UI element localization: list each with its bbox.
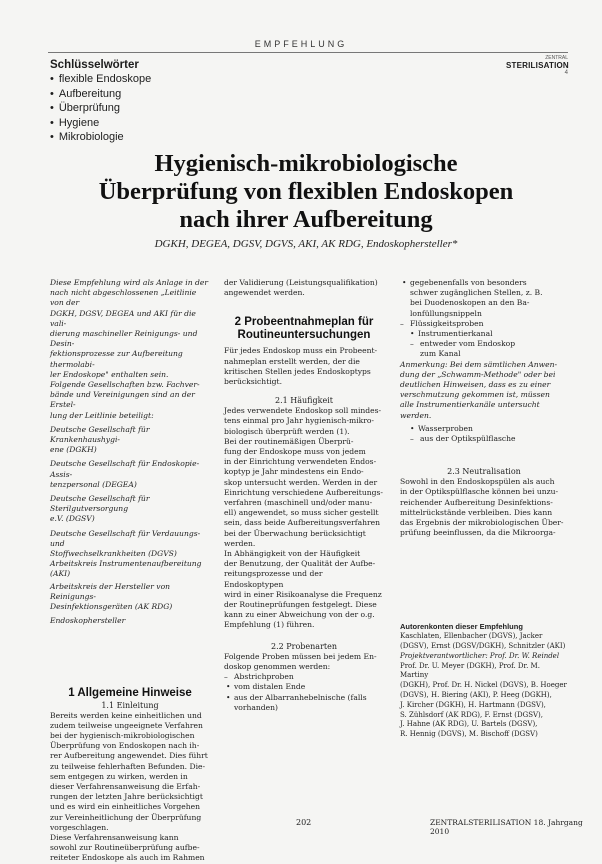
text-line: Bereits werden keine einheitlichen und	[50, 710, 202, 720]
text-line: S. Zühlsdorf (AK RDG), F. Ernst (DGSV),	[400, 710, 544, 719]
text-line: dung der „Schwamm-Methode" oder bei	[400, 369, 556, 379]
header-divider	[48, 52, 568, 53]
text-line: ell) angewendet, so muss sicher gestellt	[224, 508, 379, 518]
text-line: Anmerkung: Bei dem sämtlichen Anwen-	[400, 359, 558, 369]
title-line: nach ihrer Aufbereitung	[179, 206, 433, 233]
journal-footer: ZENTRALSTERILISATION 18. Jahrgang 2010	[430, 818, 583, 836]
keyword-item: • Mikrobiologie	[50, 130, 270, 145]
text-line: In Abhängigkeit von der Häufigkeit	[224, 549, 361, 559]
dash-list-item: – Flüssigkeitsproben	[400, 319, 568, 329]
authors-heading: Autorenkonten dieser Empfehlung	[400, 622, 523, 632]
text-line: Arbeitskreis der Hersteller von Reinigungs-	[50, 581, 171, 601]
text-line: rer Aufbereitung angewendet. Dies führt	[50, 751, 208, 761]
text-line: bei der hygienisch-mikrobiologischen	[50, 730, 195, 740]
text-line: vorgeschlagen.	[50, 822, 109, 832]
keywords-box	[50, 59, 270, 145]
text-line: zu teilweise fehlerhaften Befunden. Die-	[50, 761, 206, 771]
column-left	[50, 278, 210, 864]
text-line: ene (DGKH)	[50, 445, 97, 455]
page-number: 202	[296, 818, 312, 827]
text-line: DGKH, DGSV, DEGEA und AKI für die vali-	[50, 308, 196, 328]
text-line: Stoffwechselkrankheiten (DGVS)	[50, 549, 177, 559]
text-line: vorhanden)	[234, 702, 279, 712]
text-line: zur Vereinheitlichung der Überprüfung	[50, 812, 202, 822]
body-paragraph	[50, 711, 210, 864]
text-line: Deutsche Gesellschaft für Sterilgutversorgung	[50, 494, 150, 514]
keywords-list	[50, 72, 270, 145]
text-line: Arbeitskreis Instrumentenaufbereitung (AKI)	[50, 559, 202, 579]
text-line: R. Hennig (DGVS), M. Bischoff (DGSV)	[400, 730, 538, 739]
text-line: Projektverantwortlicher: Prof. Dr. W. Reindel	[400, 651, 560, 660]
text-line: koptyp je Jahr mindestens ein Endo-	[224, 467, 364, 477]
text-line: tenzpersonal (DEGEA)	[50, 479, 137, 489]
text-line: fektionsprozesse zur Aufbereitung thermolabi-	[50, 349, 183, 369]
text-line: der Benutzung, der Qualität der Aufbe-	[224, 559, 376, 569]
subsection-heading: 2.3 Neutralisation	[447, 467, 521, 477]
text-line: (DGKH), Prof. Dr. H. Nickel (DGVS), B. Hoeger	[400, 681, 567, 690]
text-line: in der Optikspülflasche können bei unzu-	[400, 487, 559, 497]
keyword-item: • Aufbereitung	[50, 87, 270, 102]
text-line: werden.	[224, 538, 256, 548]
text-line: bände und Vereinigungen sind an der Erstel-	[50, 390, 195, 410]
dash-list-item: – Abstrichproben	[224, 672, 384, 682]
keyword-item: • Überprüfung	[50, 101, 270, 116]
text-line: ler Endoskope" enthalten sein.	[50, 369, 169, 379]
text-line: skop untersucht werden. Werden in der	[224, 477, 378, 487]
column-middle	[224, 278, 384, 713]
journal-logo	[506, 55, 568, 76]
text-line: der Routineprüfungen festgelegt. Diese	[224, 600, 377, 610]
section-heading: 1 Allgemeine Hinweise	[68, 686, 192, 699]
text-line: Jedes verwendete Endoskop soll mindes-	[224, 406, 382, 416]
text-line: J. Kircher (DGKH), H. Hartmann (DGSV),	[400, 700, 546, 709]
text-line: alle Instrumentierkanäle untersucht	[400, 400, 540, 410]
text-line: Desinfektionsgeräten (AK RDG)	[50, 602, 173, 612]
logo-issue-number: 4	[564, 70, 568, 76]
text-line: Bei der routinemäßigen Überprü-	[224, 436, 354, 446]
text-line: schwer zugänglichen Stellen, z. B.	[410, 288, 543, 298]
text-line: wird in einer Risikoanalyse die Frequenz	[224, 589, 382, 599]
text-line: Endoskophersteller	[50, 616, 126, 626]
text-line: Deutsche Gesellschaft für Verdauungs- und	[50, 528, 201, 548]
text-line: bei Duodenoskopen an den Ba-	[410, 298, 530, 308]
text-line: sem entgegen zu wirken, werden in	[50, 771, 188, 781]
bullet-list-item: • Wasserproben	[400, 424, 568, 434]
text-line: Empfehlung (1) führen.	[224, 620, 315, 630]
subsection-heading: 2.1 Häufigkeit	[275, 396, 333, 406]
bullet-list-item: • gegebenenfalls von besonders	[400, 278, 568, 288]
dash-list-item: – aus der Optikspülflasche	[400, 434, 568, 444]
text-line: reiteter Endoskope als auch im Rahmen	[50, 853, 205, 863]
dash-list-item: – entweder vom Endoskop	[400, 339, 568, 349]
note-paragraph	[400, 360, 568, 421]
text-line: das Ergebnis der mikrobiologischen Über-	[400, 518, 564, 528]
text-line: Einrichtung verschiedene Aufbereitungs-	[224, 487, 383, 497]
text-line: lonfüllungsnippeln	[410, 308, 482, 318]
text-line: berücksichtigt.	[224, 377, 283, 387]
text-line: kann zu einer Abweichung von der o.g.	[224, 610, 375, 620]
text-line: sein, dass beide Aufbereitungsverfahren	[224, 518, 381, 528]
text-line: angewendet werden.	[224, 288, 305, 298]
text-line: mittelrückstände verbleiben. Dies kann	[400, 507, 553, 517]
title-line: Hygienisch-mikrobiologische	[154, 150, 458, 177]
text-line: verschmutzung gekommen ist, müssen	[400, 390, 550, 400]
keywords-title: Schlüsselwörter	[50, 59, 139, 71]
logo-main-text: STERILISATION	[506, 61, 569, 70]
text-line: Folgende Gesellschaften bzw. Fachver-	[50, 380, 200, 390]
text-line: sowohl zur Routineüberprüfung aufbe-	[50, 843, 200, 853]
text-line: e.V. (DGSV)	[50, 514, 95, 524]
text-line: Überprüfung von Endoskopen nach ih-	[50, 741, 200, 751]
text-line: prüfung beeinflussen, da die Mikroorga-	[400, 528, 556, 538]
text-line: fung der Endoskope muss von jedem	[224, 447, 366, 457]
text-line: reichender Aufbereitung Desinfektions-	[400, 497, 553, 507]
text-line: zum Kanal	[420, 349, 461, 359]
text-line: kritischen Stellen jedes Endoskoptyps	[224, 366, 371, 376]
text-line: Sowohl in den Endoskopspülen als auch	[400, 477, 555, 487]
text-line: Diese Empfehlung wird als Anlage in der	[50, 278, 209, 287]
article-title	[40, 150, 572, 234]
bullet-list-item: • aus der Albarranhebelnische (falls	[224, 693, 384, 703]
bullet-list-item: • Instrumentierkanal	[400, 329, 568, 339]
text-line: Für jedes Endoskop muss ein Probeent-	[224, 346, 378, 356]
text-line: bei der Überwachung berücksichtigt	[224, 528, 366, 538]
text-line: deutlichen Hinweisen, dass es zu einer	[400, 380, 551, 390]
text-line: der Validierung (Leistungsqualifikation)	[224, 278, 378, 287]
text-line: Prof. Dr. U. Meyer (DGKH), Prof. Dr. M. Martiny	[400, 661, 540, 680]
text-line: Diese Verfahrensanweisung kann	[50, 832, 179, 842]
keyword-item: • Hygiene	[50, 116, 270, 131]
subsection-heading: 1.1 Einleitung	[101, 700, 159, 710]
text-line: dierung maschineller Reinigungs- und Desin-	[50, 329, 198, 349]
intro-paragraph	[50, 278, 210, 627]
column-right	[400, 278, 568, 740]
text-line: J. Hahne (AK RDG), U. Bartels (DGSV),	[400, 720, 538, 729]
section-heading: Routineuntersuchungen	[237, 329, 371, 342]
text-line: werden.	[400, 410, 432, 420]
section-label: EMPFEHLUNG	[254, 39, 348, 49]
section-heading: 2 Probeentnahmeplan für	[234, 316, 374, 329]
text-line: in der Einrichtung verwendeten Endos-	[224, 457, 377, 467]
text-line: tens einmal pro Jahr hygienisch-mikro-	[224, 416, 375, 426]
text-line: nach nicht abgeschlossenen „Leitlinie von der	[50, 288, 197, 308]
text-line: dieser Verfahrensanweisung die Erfah-	[50, 781, 201, 791]
text-line: rungen der letzten Jahre berücksichtigt	[50, 792, 203, 802]
authors-box	[400, 622, 568, 740]
title-line: Überprüfung von flexiblen Endoskopen	[98, 178, 514, 205]
text-line: (DGVS), H. Biering (AKI), P. Heeg (DGKH),	[400, 691, 552, 700]
text-line: verfahren (maschinell und/oder manu-	[224, 498, 373, 508]
bullet-list-item: • vom distalen Ende	[224, 682, 384, 692]
text-line: und es wird ein einheitliches Vorgehen	[50, 802, 201, 812]
logo-small-text: ZENTRAL	[545, 55, 568, 61]
text-line: lung der Leitlinie beteiligt:	[50, 410, 154, 420]
text-line: Kaschlaten, Ellenbacher (DGVS), Jacker	[400, 632, 543, 641]
text-line: nahmeplan erstellt werden, der die	[224, 356, 360, 366]
keyword-item: • flexible Endoskope	[50, 72, 270, 87]
text-line: Folgende Proben müssen bei jedem En-	[224, 651, 377, 661]
text-line: reitungsprozesse und der Endoskoptypen	[224, 569, 323, 589]
author-line: DGKH, DEGEA, DGSV, DGVS, AKI, AK RDG, Endoskophersteller*	[154, 238, 458, 250]
text-line: (DGSV), Ernst (DGSV/DGKH), Schnitzler (AKI)	[400, 642, 566, 651]
text-line: Deutsche Gesellschaft für Endoskopie-Assis-	[50, 459, 200, 479]
text-line: zudem teilweise ungeeignete Verfahren	[50, 720, 203, 730]
text-line: biologisch überprüft werden (1).	[224, 426, 350, 436]
subsection-heading: 2.2 Probenarten	[271, 641, 337, 651]
text-line: Deutsche Gesellschaft für Krankenhaushygi-	[50, 424, 150, 445]
text-line: doskop genommen werden:	[224, 661, 331, 671]
